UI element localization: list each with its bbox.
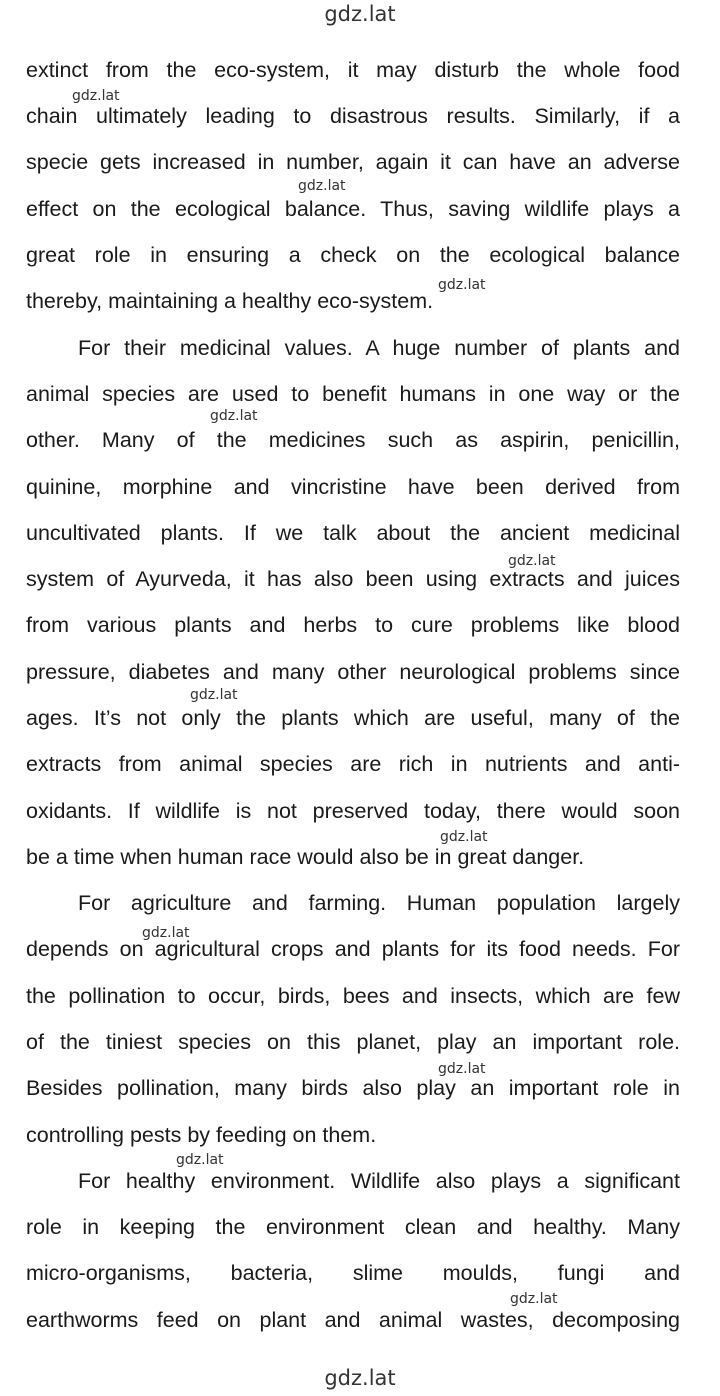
text-line: extinct from the eco-system, it may disturb the whole food	[26, 58, 680, 82]
watermark-text: gdz.lat	[210, 408, 258, 424]
text-line: effect on the ecological balance. Thus, saving wildlife plays a	[26, 197, 680, 221]
watermark-text: gdz.lat	[298, 178, 346, 194]
paragraph-start-line: For agriculture and farming. Human population largely	[78, 891, 680, 915]
text-line: chain ultimately leading to disastrous results. Similarly, if a	[26, 104, 680, 128]
text-line: thereby, maintaining a healthy eco-system.	[26, 289, 434, 313]
text-line: the pollination to occur, birds, bees and insects, which are few	[26, 984, 680, 1008]
text-line: from various plants and herbs to cure problems like blood	[26, 613, 680, 637]
header-watermark: gdz.lat	[324, 2, 396, 26]
text-line: system of Ayurveda, it has also been using extracts and juices	[26, 567, 680, 591]
text-line: pressure, diabetes and many other neurological problems since	[26, 660, 680, 684]
footer-watermark: gdz.lat	[324, 1366, 396, 1390]
text-line: extracts from animal species are rich in nutrients and anti-	[26, 752, 680, 776]
text-line: other. Many of the medicines such as aspirin, penicillin,	[26, 428, 680, 452]
watermark-text: gdz.lat	[438, 1061, 486, 1077]
text-line: ages. It’s not only the plants which are useful, many of the	[26, 706, 680, 730]
watermark-text: gdz.lat	[190, 687, 238, 703]
text-line: animal species are used to benefit humans in one way or the	[26, 382, 680, 406]
text-line: specie gets increased in number, again it can have an adverse	[26, 150, 680, 174]
paragraph-start-line: For their medicinal values. A huge number of plants and	[78, 336, 680, 360]
text-line: micro-organisms, bacteria, slime moulds, fungi and	[26, 1261, 680, 1285]
text-line: role in keeping the environment clean and healthy. Many	[26, 1215, 680, 1239]
text-line: controlling pests by feeding on them.	[26, 1123, 377, 1147]
text-line: great role in ensuring a check on the ecological balance	[26, 243, 680, 267]
text-line: Besides pollination, many birds also play an important role in	[26, 1076, 680, 1100]
text-line: earthworms feed on plant and animal wastes, decomposing	[26, 1308, 680, 1332]
watermark-text: gdz.lat	[440, 829, 488, 845]
text-line: depends on agricultural crops and plants for its food needs. For	[26, 937, 680, 961]
watermark-text: gdz.lat	[508, 553, 556, 569]
watermark-text: gdz.lat	[72, 88, 120, 104]
text-line: quinine, morphine and vincristine have been derived from	[26, 475, 680, 499]
watermark-text: gdz.lat	[176, 1152, 224, 1168]
watermark-text: gdz.lat	[142, 925, 190, 941]
text-line: be a time when human race would also be in great danger.	[26, 845, 585, 869]
text-line: oxidants. If wildlife is not preserved today, there would soon	[26, 799, 680, 823]
paragraph-start-line: For healthy environment. Wildlife also plays a significant	[78, 1169, 680, 1193]
watermark-text: gdz.lat	[438, 277, 486, 293]
text-line: of the tiniest species on this planet, play an important role.	[26, 1030, 680, 1054]
watermark-text: gdz.lat	[510, 1291, 558, 1307]
text-line: uncultivated plants. If we talk about the ancient medicinal	[26, 521, 680, 545]
